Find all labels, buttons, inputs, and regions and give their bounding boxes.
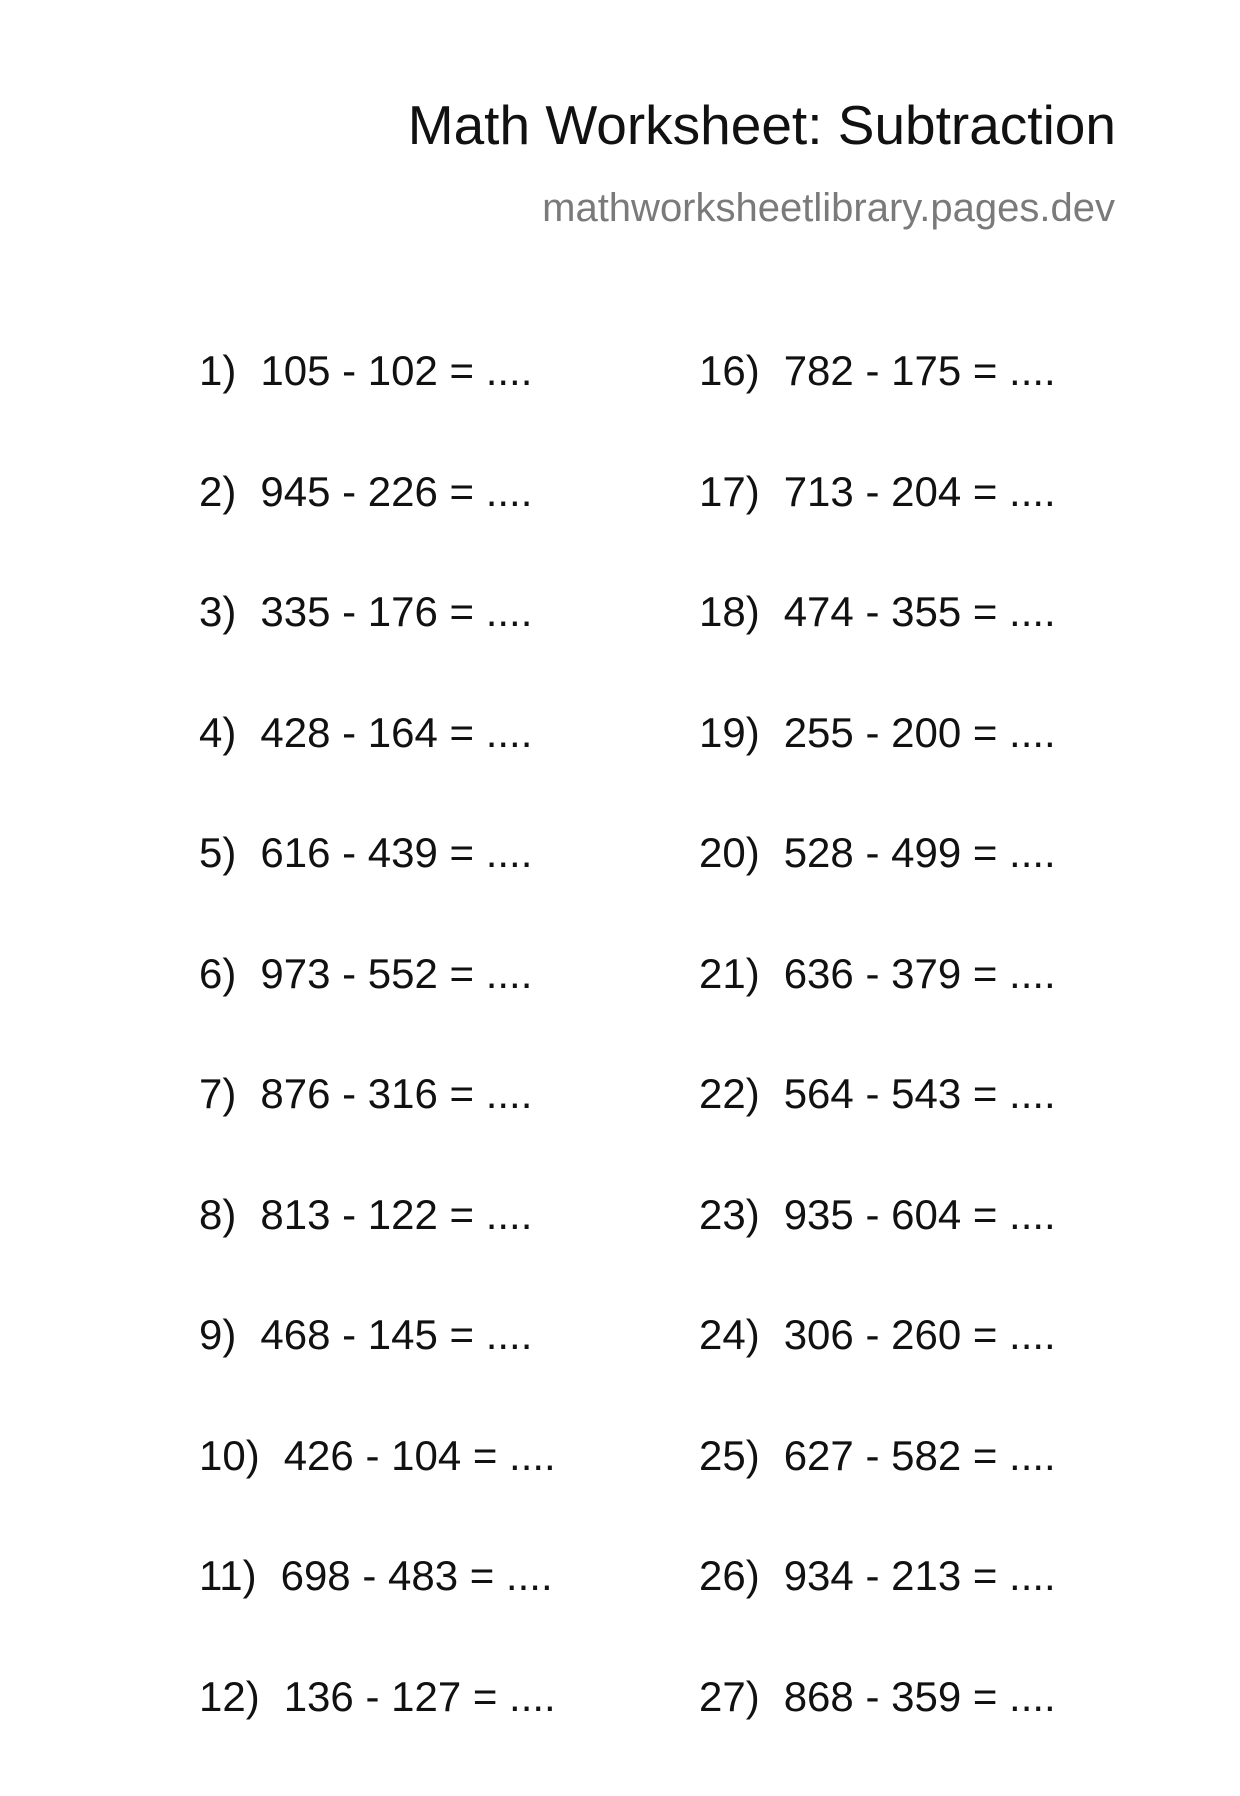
problem-expression: 876 - 316 = ....	[260, 1073, 532, 1115]
problem-item	[199, 832, 556, 953]
problem-number: 8)	[199, 1194, 236, 1236]
problem-number: 16)	[699, 350, 760, 392]
problem-item	[699, 712, 1056, 833]
problem-number: 5)	[199, 832, 236, 874]
problem-number: 24)	[699, 1314, 760, 1356]
problem-number: 2)	[199, 471, 236, 513]
problem-item	[699, 350, 1056, 471]
problem-expression: 474 - 355 = ....	[784, 591, 1056, 633]
problem-expression: 973 - 552 = ....	[260, 953, 532, 995]
problem-expression: 935 - 604 = ....	[784, 1194, 1056, 1236]
problem-item	[699, 1314, 1056, 1435]
problem-number: 25)	[699, 1435, 760, 1477]
problem-column-left	[199, 350, 556, 1796]
problem-expression: 428 - 164 = ....	[260, 712, 532, 754]
problem-number: 23)	[699, 1194, 760, 1236]
problem-expression: 627 - 582 = ....	[784, 1435, 1056, 1477]
problem-item	[199, 591, 556, 712]
problem-item	[199, 712, 556, 833]
problem-expression: 306 - 260 = ....	[784, 1314, 1056, 1356]
site-url: mathworksheetlibrary.pages.dev	[542, 188, 1115, 228]
problem-number: 26)	[699, 1555, 760, 1597]
problem-item	[699, 591, 1056, 712]
problem-number: 12)	[199, 1676, 260, 1718]
problem-expression: 528 - 499 = ....	[784, 832, 1056, 874]
problem-item	[199, 350, 556, 471]
problem-expression: 945 - 226 = ....	[260, 471, 532, 513]
problem-number: 1)	[199, 350, 236, 392]
problem-expression: 105 - 102 = ....	[260, 350, 532, 392]
problem-expression: 636 - 379 = ....	[784, 953, 1056, 995]
problem-number: 21)	[699, 953, 760, 995]
problem-item	[199, 1314, 556, 1435]
problem-number: 22)	[699, 1073, 760, 1115]
problem-item	[199, 1073, 556, 1194]
problem-number: 3)	[199, 591, 236, 633]
problem-expression: 136 - 127 = ....	[284, 1676, 556, 1718]
page-title: Math Worksheet: Subtraction	[408, 98, 1116, 153]
problem-column-right	[699, 350, 1056, 1796]
problem-item	[699, 1555, 1056, 1676]
problem-item	[699, 1073, 1056, 1194]
problem-expression: 868 - 359 = ....	[784, 1676, 1056, 1718]
problem-item	[199, 1435, 556, 1556]
problem-expression: 426 - 104 = ....	[284, 1435, 556, 1477]
problem-expression: 934 - 213 = ....	[784, 1555, 1056, 1597]
problem-number: 6)	[199, 953, 236, 995]
problem-number: 20)	[699, 832, 760, 874]
problem-item	[699, 471, 1056, 592]
problem-item	[699, 1435, 1056, 1556]
problem-item	[199, 1555, 556, 1676]
problem-item	[699, 832, 1056, 953]
problem-expression: 616 - 439 = ....	[260, 832, 532, 874]
problem-number: 10)	[199, 1435, 260, 1477]
problem-expression: 255 - 200 = ....	[784, 712, 1056, 754]
problem-item	[199, 1194, 556, 1315]
problem-item	[699, 953, 1056, 1074]
problem-number: 27)	[699, 1676, 760, 1718]
problem-item	[199, 953, 556, 1074]
problem-number: 18)	[699, 591, 760, 633]
problem-item	[199, 1676, 556, 1796]
problem-expression: 335 - 176 = ....	[260, 591, 532, 633]
problem-number: 17)	[699, 471, 760, 513]
problem-expression: 782 - 175 = ....	[784, 350, 1056, 392]
problem-number: 11)	[199, 1555, 257, 1597]
problem-number: 9)	[199, 1314, 236, 1356]
problem-item	[699, 1676, 1056, 1796]
problem-expression: 813 - 122 = ....	[260, 1194, 532, 1236]
problem-number: 7)	[199, 1073, 236, 1115]
problem-expression: 713 - 204 = ....	[784, 471, 1056, 513]
problem-expression: 564 - 543 = ....	[784, 1073, 1056, 1115]
problem-item	[699, 1194, 1056, 1315]
problem-item	[199, 471, 556, 592]
problem-expression: 468 - 145 = ....	[260, 1314, 532, 1356]
problem-number: 19)	[699, 712, 760, 754]
problem-expression: 698 - 483 = ....	[281, 1555, 553, 1597]
problem-number: 4)	[199, 712, 236, 754]
